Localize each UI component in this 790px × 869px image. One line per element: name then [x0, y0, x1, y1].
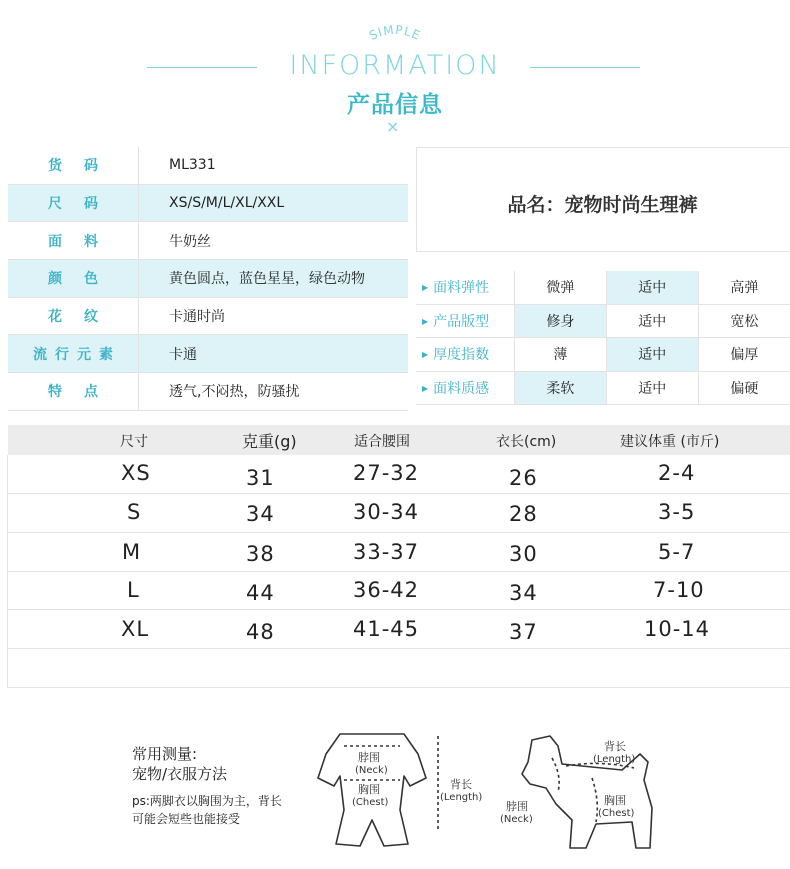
length-cell: 30: [509, 542, 538, 566]
length-cell: 28: [509, 502, 538, 526]
waist-cell: 27-32: [353, 461, 420, 485]
size-header-waist: 适合腰围: [354, 434, 410, 450]
product-name: 品名：宠物时尚生理裤: [507, 194, 698, 216]
simple-arc-text: [355, 18, 435, 50]
attribute-option: 薄: [515, 338, 607, 372]
dog-chest-en: (Chest): [598, 808, 635, 819]
dog-neck-line: [552, 758, 559, 792]
shirt-chest-label: 胸围: [358, 783, 380, 796]
weight-cell: 38: [246, 542, 275, 566]
spec-value: 卡通: [139, 335, 409, 373]
x-mark-icon: ×: [386, 117, 400, 136]
spec-key: 尺码: [8, 184, 139, 222]
waist-cell: 33-37: [353, 540, 420, 564]
length-cell: 26: [509, 466, 538, 490]
attribute-option-selected: 柔软: [515, 371, 607, 405]
attribute-option: 宽松: [698, 304, 790, 338]
attribute-option: 高弹: [698, 271, 790, 304]
attribute-table: [416, 271, 790, 405]
spec-value: 黄色圆点，蓝色星星，绿色动物: [139, 260, 409, 298]
row-divider: [8, 493, 790, 494]
attribute-label: ▶ 厚度指数: [416, 338, 515, 372]
shirt-neck-label: 脖围: [358, 751, 380, 764]
body-weight-cell: 5-7: [658, 540, 696, 564]
size-header-body-weight: 建议体重 (市斤): [620, 434, 720, 450]
size-cell: S: [127, 500, 142, 524]
spec-key: 颜色: [8, 260, 139, 298]
dog-back-en: (Length): [593, 754, 636, 765]
shirt-back-en: (Length): [440, 792, 483, 803]
body-weight-cell: 3-5: [658, 500, 696, 524]
product-info-title: 产品信息: [347, 92, 443, 118]
measure-line1: 常用测量:: [132, 745, 198, 763]
spec-value: 卡通时尚: [139, 297, 409, 335]
size-header-weight: 克重(g): [242, 432, 297, 451]
body-weight-cell: 7-10: [653, 578, 705, 602]
shirt-neck-en: (Neck): [355, 765, 388, 776]
spec-key: 面料: [8, 222, 139, 260]
attribute-option-selected: 适中: [606, 338, 698, 372]
spec-key: 特点: [8, 373, 139, 411]
row-divider: [8, 532, 790, 533]
attribute-option-selected: 修身: [515, 304, 607, 338]
attribute-label: ▶ 面料弹性: [416, 271, 515, 304]
spec-key: 花纹: [8, 297, 139, 335]
row-divider: [8, 571, 790, 572]
triangle-right-icon: ▶: [422, 316, 429, 326]
attribute-option: 偏厚: [698, 338, 790, 372]
row-divider: [8, 609, 790, 610]
dog-chest-line: [592, 778, 597, 822]
spec-key: 流行元素: [8, 335, 139, 373]
dog-neck-label: 脖围: [506, 800, 528, 813]
dog-chest-label: 胸围: [604, 794, 626, 807]
spec-value: 透气,不闷热，防骚扰: [139, 373, 409, 411]
information-title: INFORMATION: [289, 50, 501, 81]
waist-cell: 30-34: [353, 500, 420, 524]
dog-outline: [522, 736, 652, 848]
attribute-label: ▶ 面料质感: [416, 371, 515, 405]
body-weight-cell: 10-14: [644, 617, 711, 641]
size-cell: XL: [121, 617, 150, 641]
size-cell: L: [127, 578, 140, 602]
svg-text:SIMPLE: SIMPLE: [367, 22, 423, 43]
size-cell: XS: [121, 461, 151, 485]
shirt-back-label: 背长: [450, 778, 472, 791]
measure-note1: ps:两脚衣以胸围为主，背长: [132, 794, 282, 808]
dog-neck-en: (Neck): [500, 814, 533, 825]
measure-note2: 可能会短些也能接受: [132, 812, 241, 826]
size-header-length: 衣长(cm): [496, 434, 557, 450]
length-cell: 37: [509, 620, 538, 644]
weight-cell: 48: [246, 620, 275, 644]
attribute-option: 微弹: [515, 271, 607, 304]
row-divider: [8, 648, 790, 649]
attribute-option-selected: 适中: [606, 271, 698, 304]
spec-value: XS/S/M/L/XL/XXL: [139, 184, 409, 222]
measure-heading: [132, 744, 227, 784]
triangle-right-icon: ▶: [422, 283, 429, 293]
dog-back-label: 背长: [604, 740, 626, 753]
spec-table: [8, 147, 408, 411]
length-cell: 34: [509, 581, 538, 605]
spec-value: 牛奶丝: [139, 222, 409, 260]
attribute-option: 适中: [606, 304, 698, 338]
waist-cell: 36-42: [353, 578, 420, 602]
measure-note: [132, 792, 282, 828]
weight-cell: 31: [246, 466, 275, 490]
waist-cell: 41-45: [353, 617, 420, 641]
size-header-size: 尺寸: [120, 434, 148, 450]
attribute-option: 适中: [606, 371, 698, 405]
attribute-label: ▶ 产品版型: [416, 304, 515, 338]
triangle-right-icon: ▶: [422, 383, 429, 393]
weight-cell: 44: [246, 581, 275, 605]
weight-cell: 34: [246, 502, 275, 526]
size-cell: M: [122, 540, 142, 564]
triangle-right-icon: ▶: [422, 350, 429, 360]
measure-line2: 宠物/衣服方法: [132, 765, 228, 783]
spec-value: ML331: [139, 147, 409, 184]
body-weight-cell: 2-4: [658, 461, 696, 485]
shirt-chest-en: (Chest): [352, 797, 389, 808]
spec-key: 货码: [8, 147, 139, 184]
attribute-option: 偏硬: [698, 371, 790, 405]
measurement-diagrams: [300, 718, 680, 863]
dog-diagram: [522, 736, 652, 848]
